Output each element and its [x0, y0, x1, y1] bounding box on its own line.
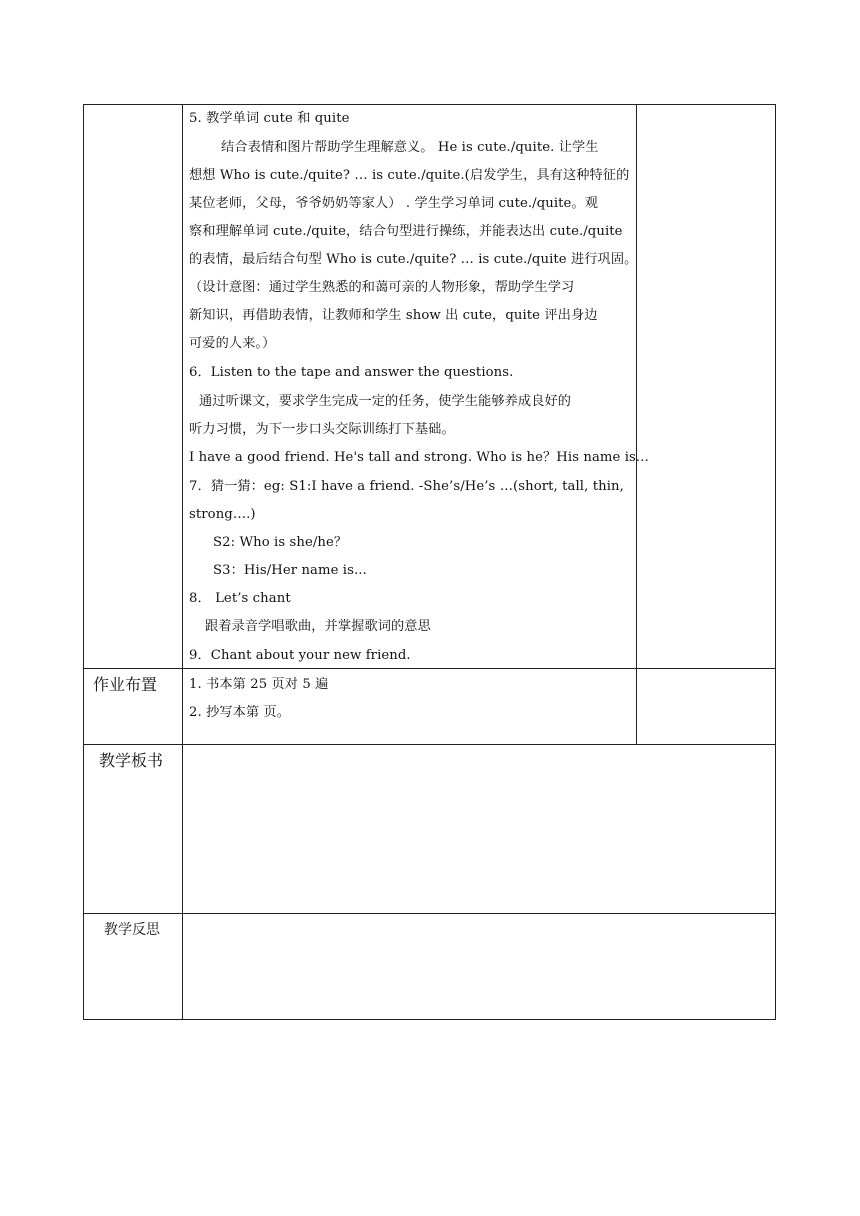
- table-top-border: [83, 104, 776, 105]
- step5-line: 某位老师，父母，爷爷奶奶等家人） . 学生学习单词 cute./quite。观: [189, 196, 599, 211]
- step5-title: 5. 教学单词 cute 和 quite: [189, 111, 350, 126]
- step5-line: 结合表情和图片帮助学生理解意义。 He is cute./quite. 让学生: [221, 140, 599, 155]
- step5-line: 新知识，再借助表情，让教师和学生 show 出 cute，quite 评出身边: [189, 308, 598, 323]
- column-divider-notes: [636, 104, 637, 745]
- table-right-border: [775, 104, 776, 1020]
- step7-line: 7．猜一猜：eg: S1:I have a friend. -She’s/He’s …(short, tall, thin,: [189, 479, 624, 494]
- board-label: 教学板书: [99, 751, 164, 770]
- step5-line: 的表情，最后结合句型 Who is cute./quite? … is cute./quite 进行巩固。: [189, 252, 638, 267]
- homework-item: 1. 书本第 25 页对 5 遍: [189, 677, 329, 692]
- homework-label: 作业布置: [93, 675, 158, 694]
- row-divider-reflection: [83, 913, 776, 914]
- table-bottom-border: [83, 1019, 776, 1020]
- homework-item: 2. 抄写本第 页。: [189, 705, 291, 720]
- step7-line: S2: Who is she/he？: [213, 535, 348, 550]
- step5-line: （设计意图：通过学生熟悉的和蔼可亲的人物形象，帮助学生学习: [189, 280, 575, 295]
- step6-line: 听力习惯，为下一步口头交际训练打下基础。: [189, 422, 455, 437]
- step5-line: 想想 Who is cute./quite? … is cute./quite.(启发学生，具有这种特征的: [189, 168, 630, 183]
- step8-title: 8． Let’s chant: [189, 591, 291, 606]
- step5-line: 察和理解单词 cute./quite，结合句型进行操练，并能表达出 cute./quite: [189, 224, 623, 239]
- reflection-label: 教学反思: [104, 922, 160, 938]
- step9-title: 9．Chant about your new friend.: [189, 648, 411, 663]
- step6-line: 通过听课文，要求学生完成一定的任务，使学生能够养成良好的: [199, 394, 572, 409]
- row-divider-homework: [83, 668, 776, 669]
- step5-line: 可爱的人来。）: [189, 336, 276, 351]
- step6-line: I have a good friend. He's tall and strong. Who is he？His name is...: [189, 450, 649, 465]
- step7-line: S3：His/Her name is...: [213, 563, 367, 578]
- step7-line: strong….): [189, 507, 256, 522]
- row-divider-board: [83, 744, 776, 745]
- step6-title: 6．Listen to the tape and answer the questions.: [189, 365, 514, 380]
- table-left-border: [83, 104, 84, 1020]
- step8-line: 跟着录音学唱歌曲，并掌握歌词的意思: [205, 619, 431, 634]
- column-divider-label: [182, 104, 183, 1020]
